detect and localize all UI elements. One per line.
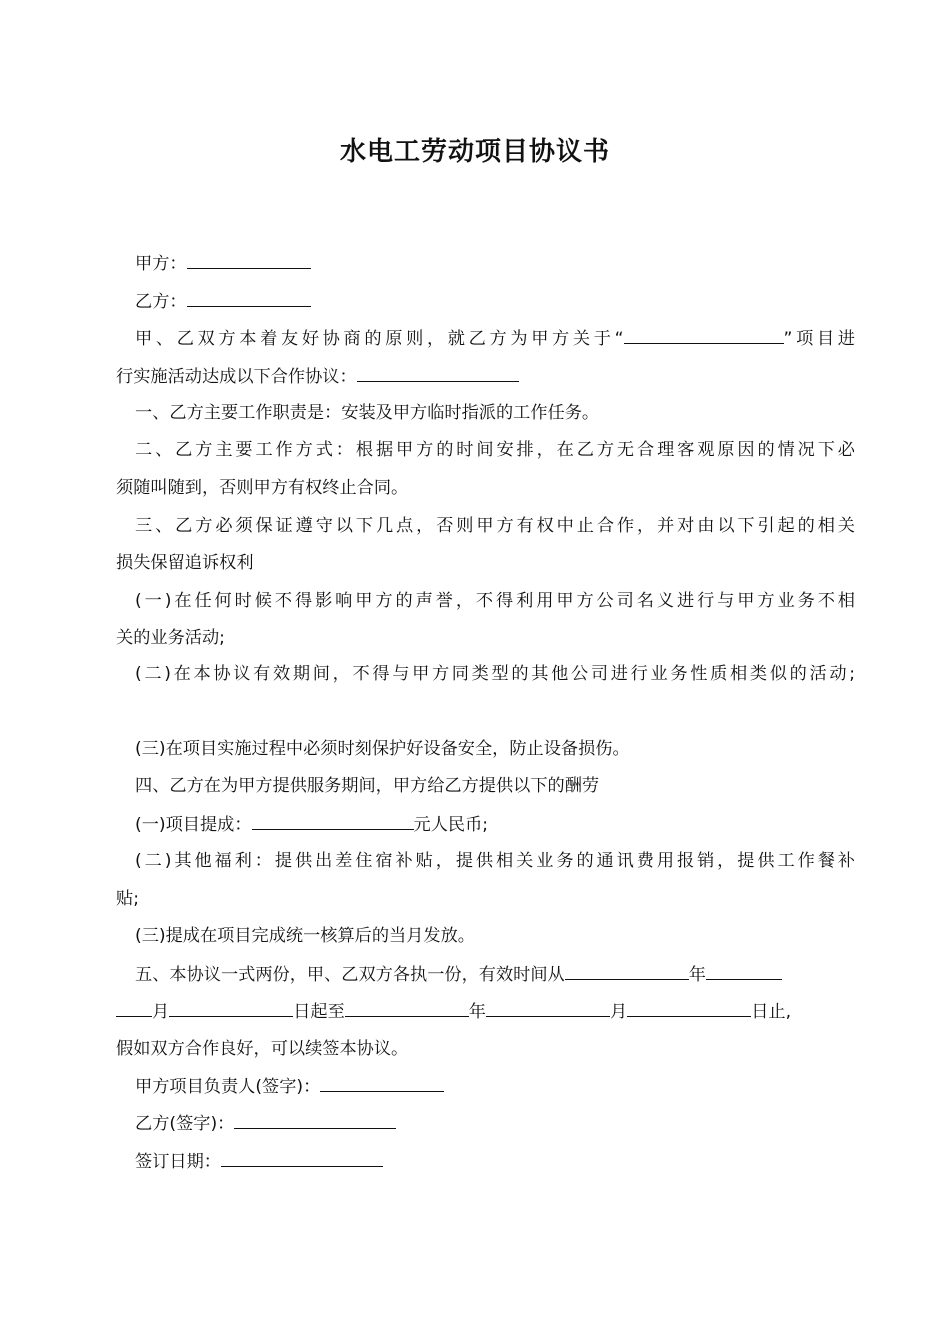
party-a-signature-blank[interactable] (320, 1074, 444, 1092)
commission-amount-blank[interactable] (252, 812, 414, 830)
clause-2-line-2: 须随叫随到，否则甲方有权终止合同。 (116, 478, 409, 498)
start-month-blank-part-1[interactable] (706, 962, 782, 980)
start-day-blank[interactable] (169, 999, 293, 1017)
intro-text-2: ”项目进 (783, 329, 855, 349)
intro-text-3: 行实施活动达成以下合作协议： (116, 367, 357, 387)
clause-4-item-2-line-2: 贴; (116, 889, 139, 909)
signature-party-b (116, 1111, 855, 1136)
commission-unit: 元人民币; (413, 815, 489, 835)
clause-4-item-2-line-1: (二)其他福利：提供出差住宿补贴，提供相关业务的通讯费用报销，提供工作餐补 (135, 851, 855, 871)
clause-4-item-1 (116, 812, 855, 837)
signing-date (116, 1149, 855, 1174)
commission-label: (一)项目提成： (135, 815, 252, 835)
intro-line-2 (116, 364, 836, 389)
clause-3-line-1: 三、乙方必须保证遵守以下几点，否则甲方有权中止合作，并对由以下引起的相关 (135, 516, 855, 536)
signing-date-blank[interactable] (221, 1149, 383, 1167)
clause-4-heading: 四、乙方在为甲方提供服务期间，甲方给乙方提供以下的酬劳 (135, 776, 600, 796)
party-b-sign-label: 乙方(签字)： (135, 1114, 235, 1134)
party-b-label: 乙方： (135, 292, 187, 312)
clause-5-line-2 (116, 999, 836, 1024)
party-b-blank[interactable] (187, 289, 311, 307)
clause-4-item-3: (三)提成在项目完成统一核算后的当月发放。 (135, 926, 475, 946)
clause-5-line-1 (116, 962, 855, 987)
end-year-blank[interactable] (345, 999, 469, 1017)
party-a-line (116, 251, 855, 276)
year-label: 年 (688, 965, 706, 985)
party-a-label: 甲方： (135, 254, 187, 274)
project-name-blank[interactable] (624, 326, 784, 344)
clause-3-item-1-line-2: 关的业务活动; (116, 628, 225, 648)
end-year-label: 年 (468, 1002, 486, 1022)
document-title: 水电工劳动项目协议书 (339, 137, 610, 167)
intro-text-1: 甲、乙双方本着友好协商的原则，就乙方为甲方关于“ (135, 329, 624, 349)
end-month-blank[interactable] (486, 999, 610, 1017)
day-to-label: 日止, (751, 1002, 792, 1022)
signing-date-label: 签订日期： (135, 1152, 221, 1172)
intro-line-1 (116, 326, 855, 351)
party-b-line (116, 289, 855, 314)
clause-2-line-1: 二、乙方主要工作方式：根据甲方的时间安排，在乙方无合理客观原因的情况下必 (135, 440, 855, 460)
clause-5-line-3: 假如双方合作良好，可以续签本协议。 (116, 1039, 409, 1059)
signature-party-a (116, 1074, 855, 1099)
start-month-blank-part-2[interactable] (116, 999, 152, 1017)
month-label: 月 (152, 1002, 170, 1022)
agreement-blank[interactable] (357, 364, 519, 382)
validity-text: 五、本协议一式两份，甲、乙双方各执一份，有效时间从 (135, 965, 565, 985)
start-year-blank[interactable] (565, 962, 689, 980)
party-b-signature-blank[interactable] (234, 1111, 396, 1129)
clause-3-line-2: 损失保留追诉权利 (116, 553, 254, 573)
day-from-label: 日起至 (293, 1002, 345, 1022)
clause-3-item-1-line-1: (一)在任何时候不得影响甲方的声誉，不得利用甲方公司名义进行与甲方业务不相 (135, 591, 855, 611)
party-a-blank[interactable] (187, 251, 311, 269)
end-month-label: 月 (609, 1002, 628, 1022)
party-a-leader-label: 甲方项目负责人(签字)： (135, 1077, 321, 1097)
clause-3-item-2: (二)在本协议有效期间，不得与甲方同类型的其他公司进行业务性质相类似的活动; (135, 664, 855, 684)
clause-3-item-3: (三)在项目实施过程中必须时刻保护好设备安全，防止设备损伤。 (135, 739, 630, 759)
end-day-blank[interactable] (627, 999, 751, 1017)
clause-1: 一、乙方主要工作职责是：安装及甲方临时指派的工作任务。 (135, 403, 600, 423)
